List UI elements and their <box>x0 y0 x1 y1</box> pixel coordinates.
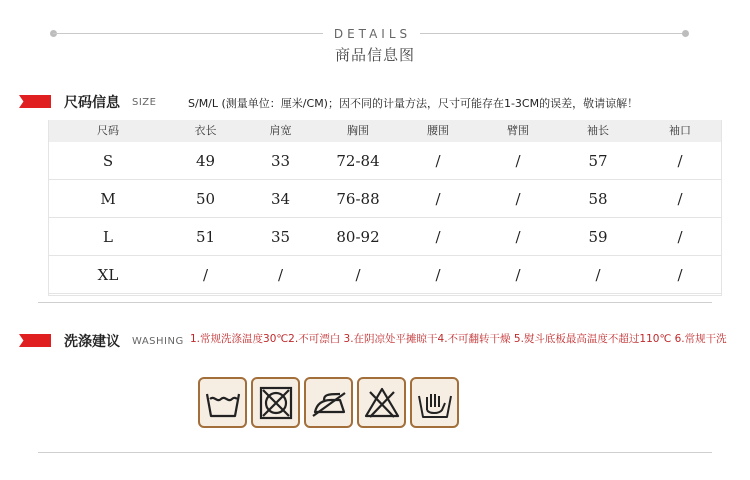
table-header-cell: 胸围 <box>347 124 369 137</box>
table-cell: / <box>677 190 683 208</box>
table-cell: 35 <box>270 228 291 246</box>
table-cell: / <box>355 266 361 284</box>
size-table <box>48 120 722 294</box>
table-cell: / <box>435 190 441 208</box>
table-cell: 33 <box>270 152 291 170</box>
table-header-cell: 衣长 <box>194 124 217 137</box>
table-cell: 72-84 <box>336 152 380 170</box>
table-cell: 50 <box>195 190 216 208</box>
table-cell: 76-88 <box>336 190 380 208</box>
table-cell: / <box>277 266 284 284</box>
table-header-row <box>48 120 722 142</box>
table-cell: / <box>435 228 441 246</box>
table-cell: / <box>435 266 441 284</box>
table-cell: 58 <box>588 190 608 208</box>
table-cell: 51 <box>195 228 216 246</box>
header-line-left <box>53 33 323 34</box>
wash-section-en: WASHING <box>132 336 184 347</box>
table-cell: / <box>515 190 521 208</box>
bottom-divider <box>38 452 712 453</box>
wash-instructions: 1.常规洗涤温度30℃2.不可漂白 3.在阴凉处平摊晾干4.不可翻转干燥 5.熨斗底板最高温度不超过110℃ 6.常规干洗 <box>190 333 727 345</box>
table-cell: / <box>202 266 209 284</box>
table-cell: XL <box>97 266 119 284</box>
table-cell: / <box>435 152 441 170</box>
table-header-cell: 腰围 <box>427 124 449 137</box>
table-row <box>48 256 722 294</box>
table-cell: 59 <box>588 228 608 246</box>
header-en-title: DETAILS <box>333 27 412 41</box>
details-header <box>0 0 750 80</box>
care-icons <box>198 377 459 428</box>
table-row <box>48 142 722 180</box>
table-header-cell: 袖长 <box>587 124 609 137</box>
wash-section-title: 洗涤建议 <box>64 334 120 350</box>
table-cell: S <box>102 152 114 170</box>
header-cn-title: 商品信息图 <box>334 46 415 64</box>
table-cell: 80-92 <box>336 228 380 246</box>
iron-icon <box>304 377 353 428</box>
size-section-title: 尺码信息 <box>64 95 120 111</box>
header-line-right <box>420 33 685 34</box>
table-cell: / <box>515 152 521 170</box>
wash-flag-icon <box>19 334 51 347</box>
table-cell: / <box>677 152 683 170</box>
size-note: S/M/L (测量单位：厘米/CM)；因不同的计量方法，尺寸可能存在1-3CM的误差，敬请谅解！ <box>188 97 639 110</box>
table-cell: / <box>595 266 601 284</box>
table-header-cell: 肩宽 <box>269 124 292 137</box>
table-row <box>48 218 722 256</box>
table-cell: / <box>677 266 683 284</box>
table-cell: / <box>515 266 521 284</box>
hand-wash-icon <box>410 377 459 428</box>
table-cell: 49 <box>195 152 216 170</box>
no-bleach-icon <box>357 377 406 428</box>
table-cell: / <box>515 228 521 246</box>
table-header-cell: 臂围 <box>507 124 529 137</box>
table-header-cell: 袖口 <box>669 124 691 137</box>
table-cell: L <box>103 228 113 246</box>
table-cell: M <box>100 190 116 208</box>
table-cell: 34 <box>270 190 291 208</box>
table-row <box>48 180 722 218</box>
table-cell: / <box>677 228 683 246</box>
header-dot-right <box>682 30 689 37</box>
table-header-cell: 尺码 <box>97 124 119 137</box>
no-tumble-dry-icon <box>251 377 300 428</box>
size-flag-icon <box>19 95 51 108</box>
table-cell: 57 <box>588 152 608 170</box>
wash-tub-icon <box>198 377 247 428</box>
size-section-en: SIZE <box>132 97 157 108</box>
section-divider <box>38 302 712 303</box>
